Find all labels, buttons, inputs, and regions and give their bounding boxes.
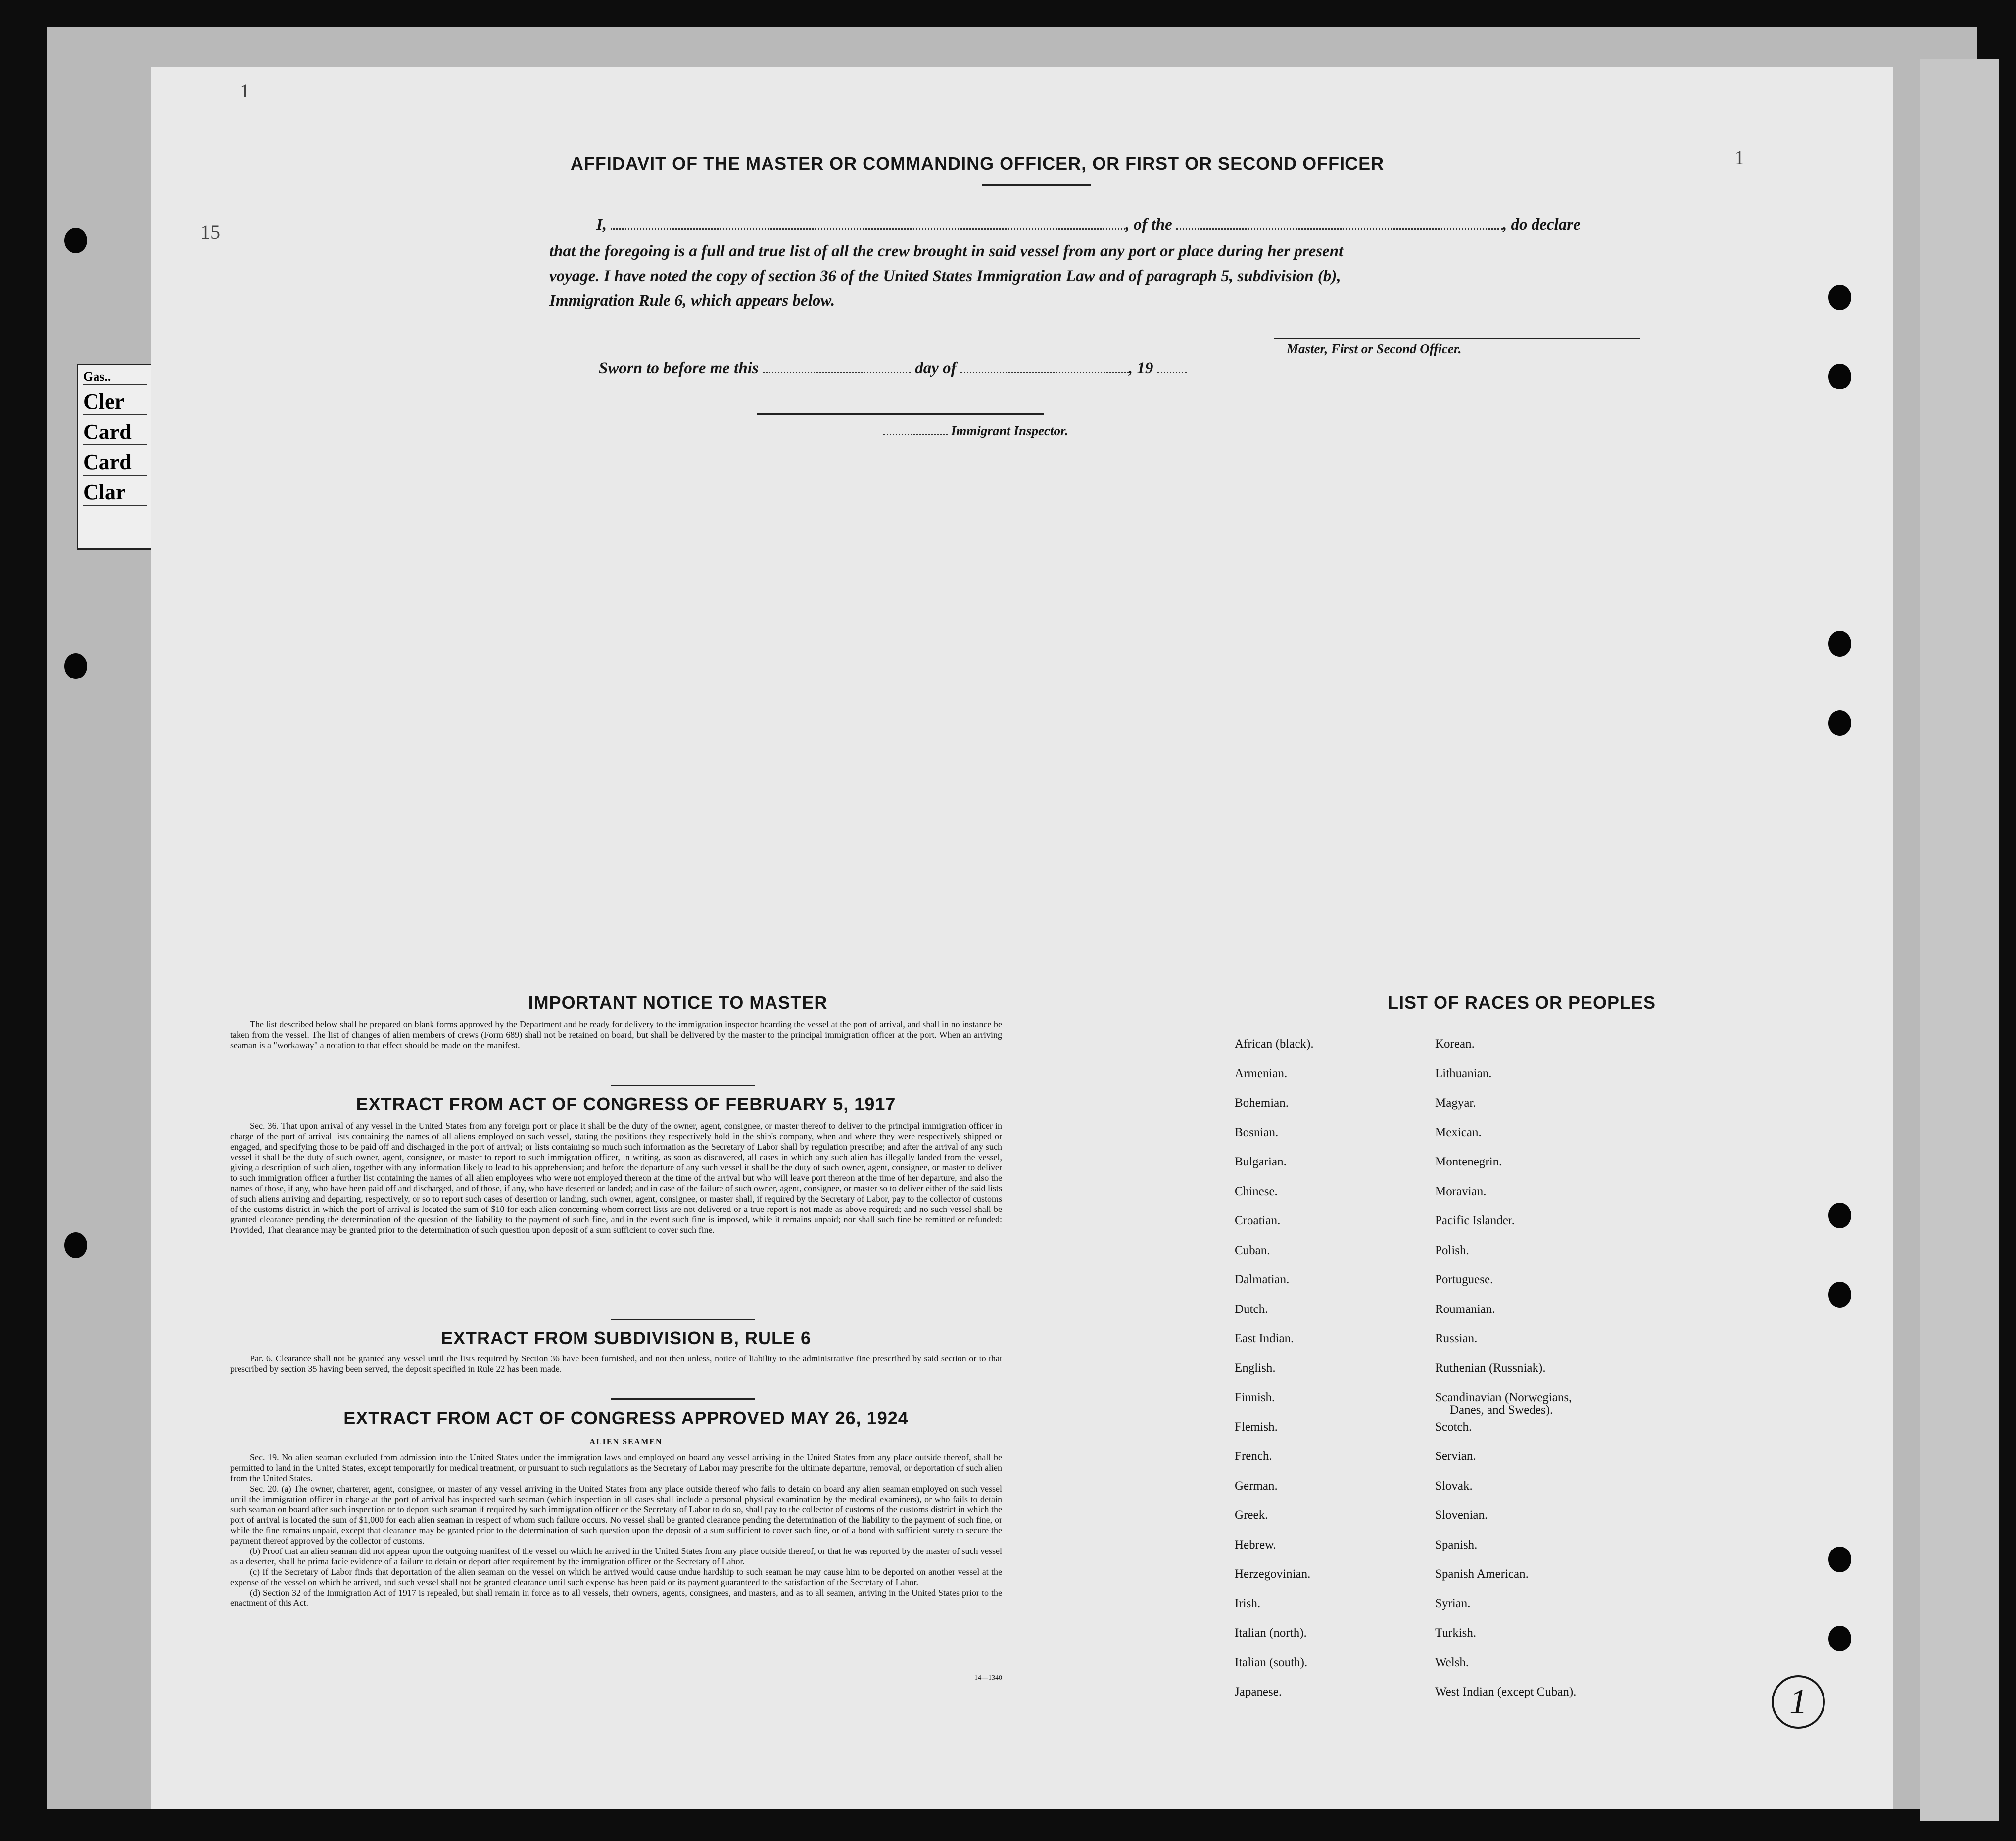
declaration-declare: , do declare <box>1503 216 1581 234</box>
declaration-text: that the foregoing is a full and true list of all the crew brought in said vessel from any port or place during her present <box>549 242 1344 260</box>
race-item: Welsh. <box>1435 1655 1469 1669</box>
act-1924-sec-20b: (b) Proof that an alien seaman did not appear upon the outgoing manifest of the vessel on which he arrived in the United States from any place outside thereof, or that he was reported by the master of such vessel as a deserter, shall be prima facie evidence of a failure to detain or deport after requirement by the immigration officer or the Secretary of Labor. <box>230 1546 1002 1566</box>
race-item: Finnish. <box>1235 1391 1275 1404</box>
punch-hole <box>1828 1626 1851 1651</box>
declaration-line <box>596 215 1660 234</box>
day-blank <box>763 359 911 373</box>
race-item: West Indian (except Cuban). <box>1435 1685 1577 1698</box>
form-number: 14—1340 <box>974 1674 1002 1682</box>
race-item: Syrian. <box>1435 1597 1471 1610</box>
race-item: Servian. <box>1435 1450 1476 1463</box>
race-item: Hebrew. <box>1235 1538 1276 1551</box>
race-item: Lithuanian. <box>1435 1066 1492 1080</box>
race-item: Cuban. <box>1235 1243 1270 1257</box>
punch-hole <box>1828 1547 1851 1572</box>
sworn-year: , 19 <box>1128 359 1153 377</box>
inspector-signature-caption <box>883 423 1068 438</box>
race-item: Portuguese. <box>1435 1273 1493 1286</box>
name-blank <box>611 215 1125 230</box>
month-blank <box>960 359 1129 373</box>
race-item: Pacific Islander. <box>1435 1214 1515 1227</box>
race-item: Bulgarian. <box>1235 1155 1287 1168</box>
master-signature-rule <box>1274 338 1640 339</box>
act-1917-text <box>230 1121 1002 1235</box>
declaration-i: I, <box>596 216 607 234</box>
race-item: Dutch. <box>1235 1302 1268 1316</box>
race-item: Dalmatian. <box>1235 1273 1290 1286</box>
underlying-page-edge <box>1920 59 1999 1821</box>
sworn-line <box>599 359 1391 378</box>
sworn-text: Sworn to before me this <box>599 359 759 377</box>
race-item: African (black). <box>1235 1037 1314 1051</box>
punch-hole <box>1828 364 1851 389</box>
master-signature-caption: Master, First or Second Officer. <box>1287 341 1462 356</box>
punch-hole <box>1828 631 1851 657</box>
punch-hole <box>64 228 87 253</box>
act-1924-sec-20d: (d) Section 32 of the Immigration Act of 1917 is repealed, but shall remain in force as to all vessels, their owners, agents, consignees, and masters, and as to all seamen, arriving in the United States prior to the enactment of this Act. <box>230 1588 1002 1608</box>
notice-paragraph: The list described below shall be prepared on blank forms approved by the Department and be ready for delivery to the immigration inspector boarding the vessel at the port of arrival, and shall in no instance be taken from the vessel. The list of changes of alien members of crews (Form 689) shall not be retained on board, but shall be delivered by the master to the principal immigration officer at the port. When an arriving seaman is a "workaway" a notation to that effect should be made on the manifest. <box>230 1019 1002 1050</box>
side-tab-label: Cler <box>83 389 147 415</box>
act-1917-paragraph: Sec. 36. That upon arrival of any vessel in the United States from any foreign port or place it shall be the duty of the owner, agent, consignee, or master thereof to deliver to the principal immigration officer in charge of the port of arrival lists containing the names of all aliens employed on such vessel, stating the positions they respectively hold in the ship's company, when and where they were respectively shipped or engaged, and specifying those to be paid off and discharged in the port of arrival; or lists containing so much such information as the Secretary of Labor shall by regulation prescribe; and after the arrival of any such vessel it shall be the duty of such owner, agent, consignee, or master to report to such immigration officer, in writing, as soon as discovered, all cases in which any such alien has illegally landed from the vessel, giving a description of such alien, together with any information likely to lead to his apprehension; and before the departure of any such vessel it shall be the duty of such owner, agent, consignee, or master to deliver to such immigration officer a further list containing the names of all alien employees who were not employed thereon at the time of the arrival but who will leave port thereon at the time of her departure, and also the names of those, if any, who have been paid off and discharged, and of those, if any, who have deserted or landed; and in case of the failure of such owner, agent, consignee, or master so to deliver either of the said lists of such aliens arriving and departing, respectively, or so to report such cases of desertion or landing, such owner, agent, consignee, or master shall, if required by the Secretary of Labor, pay to the collector of customs of the customs district in which the port of arrival is located the sum of $10 for each alien concerning whom correct lists are not delivered or a true report is not made as above required; and no such vessel shall be granted clearance pending the determination of the question of the liability to the payment of such fine, and in the event such fine is imposed, while it remains unpaid; nor shall such fine be remitted or refunded: Provided, That clearance may be granted prior to the determination of such question upon deposit of a sum sufficient to cover such fine. <box>230 1121 1002 1235</box>
race-item: Montenegrin. <box>1435 1155 1502 1168</box>
punch-hole <box>1828 285 1851 310</box>
race-item: Italian (north). <box>1235 1626 1307 1640</box>
punch-hole <box>1828 1203 1851 1228</box>
race-item: Chinese. <box>1235 1184 1278 1198</box>
race-item: East Indian. <box>1235 1332 1294 1345</box>
margin-number: 15 <box>200 221 220 243</box>
race-item: Bosnian. <box>1235 1125 1279 1139</box>
rule-6-paragraph: Par. 6. Clearance shall not be granted any vessel until the lists required by Section 36 have been furnished, and not then unless, notice of liability to the administrative fine prescribed by said section or to that prescribed by section 35 having been served, the deposit specified in Rule 22 has been made. <box>230 1354 1002 1374</box>
side-tab-cards <box>77 364 154 550</box>
race-item: Russian. <box>1435 1332 1478 1345</box>
act-1924-sec-20c: (c) If the Secretary of Labor finds that deportation of the alien seaman on the vessel on which he arrived would cause undue hardship to such seaman he may cause him to be deported on another vessel at the expense of the vessel on which he arrived, and such vessel shall not be granted clearance until such expense has been paid or its payment guaranteed to the satisfaction of the Secretary of Labor. <box>230 1567 1002 1587</box>
races-title: LIST OF RACES OR PEOPLES <box>1387 992 1656 1013</box>
race-item: Moravian. <box>1435 1184 1487 1198</box>
races-list <box>1235 1037 1828 1698</box>
punch-hole <box>64 653 87 679</box>
race-item: Spanish American. <box>1435 1567 1529 1581</box>
race-item: Korean. <box>1435 1037 1475 1051</box>
race-item: Flemish. <box>1235 1420 1278 1434</box>
rule-6-text <box>230 1354 1002 1374</box>
race-item: Japanese. <box>1235 1685 1282 1698</box>
notice-text <box>230 1019 1002 1051</box>
sworn-day-of: day of <box>915 359 957 377</box>
race-item: Greek. <box>1235 1508 1268 1522</box>
race-item: Italian (south). <box>1235 1655 1308 1669</box>
race-item: Spanish. <box>1435 1538 1478 1551</box>
declaration-text: voyage. I have noted the copy of section 36 of the United States Immigration Law and of paragraph 5, subdivision (b), <box>549 267 1341 285</box>
race-item: English. <box>1235 1361 1276 1375</box>
section-rule <box>611 1319 755 1320</box>
race-item: Armenian. <box>1235 1066 1288 1080</box>
circled-page-mark: 1 <box>1772 1675 1825 1729</box>
race-item: Ruthenian (Russniak). <box>1435 1361 1546 1375</box>
race-item: Slovenian. <box>1435 1508 1488 1522</box>
declaration-text: Immigration Rule 6, which appears below. <box>549 292 835 310</box>
race-item: Roumanian. <box>1435 1302 1495 1316</box>
race-item: German. <box>1235 1479 1278 1493</box>
vessel-blank <box>1176 215 1503 230</box>
rule-6-title: EXTRACT FROM SUBDIVISION B, RULE 6 <box>440 1328 812 1348</box>
margin-number: 1 <box>240 80 250 102</box>
race-item: Scandinavian (Norwegians, <box>1435 1391 1572 1404</box>
notice-title: IMPORTANT NOTICE TO MASTER <box>528 992 828 1013</box>
section-rule <box>611 1398 755 1400</box>
race-item: Turkish. <box>1435 1626 1477 1640</box>
side-tab-label: Card <box>83 419 147 445</box>
inspector-signature-rule <box>757 413 1044 415</box>
side-tab-label: Gas.. <box>83 369 147 385</box>
race-item: Irish. <box>1235 1597 1261 1610</box>
race-item: Magyar. <box>1435 1096 1476 1110</box>
affidavit-title: AFFIDAVIT OF THE MASTER OR COMMANDING OFFICER, OR FIRST OR SECOND OFFICER <box>570 153 1385 174</box>
race-item: Danes, and Swedes). <box>1450 1404 1553 1417</box>
side-tab-label: Clar <box>83 480 147 506</box>
act-1924-sec-20a: Sec. 20. (a) The owner, charterer, agent, consignee, or master of any vessel arriving in the United States from any place outside thereof who fails to detain on board any alien seaman employed on such vessel until the immigration officer in charge at the port of arrival has inspected such seaman (which inspection in all cases shall include a personal physical examination by the medical examiners), or who fails to detain such seaman on board after such inspection or to deport such seaman if required by such immigration officer or the Secretary of Labor to do so, shall pay to the collector of customs of the customs district in which the port of arrival is located the sum of $1,000 for each alien seaman in respect of whom such failure occurs. No vessel shall be granted clearance pending the determination of the liability to the payment of such fine, or while the fine remains unpaid, except that clearance may be granted prior to the determination of such question upon the deposit of a sum sufficient to cover such fine, or of a bond with sufficient surety to secure the payment thereof approved by the collector of customs. <box>230 1484 1002 1546</box>
inspector-blank <box>883 426 948 435</box>
act-1924-text <box>230 1453 1002 1608</box>
race-item: Croatian. <box>1235 1214 1281 1227</box>
punch-hole <box>1828 1282 1851 1308</box>
act-1924-sec-19: Sec. 19. No alien seaman excluded from admission into the United States under the immigration laws and employed on board any vessel arriving in the United States from any place outside thereof, shall be permitted to land in the United States, except temporarily for medical treatment, or pursuant to such regulations as the Secretary of Labor may prescribe for the ultimate departure, removal, or deportation of such alien from the United States. <box>230 1453 1002 1483</box>
affidavit-page <box>151 67 1893 1809</box>
race-item: Bohemian. <box>1235 1096 1289 1110</box>
act-1917-title: EXTRACT FROM ACT OF CONGRESS OF FEBRUARY 5, 1917 <box>356 1094 896 1114</box>
race-item: French. <box>1235 1450 1272 1463</box>
margin-number: 1 <box>1734 146 1744 169</box>
inspector-caption-text: Immigrant Inspector. <box>951 423 1068 438</box>
title-rule <box>982 184 1091 186</box>
race-item: Polish. <box>1435 1243 1469 1257</box>
race-item: Herzegovinian. <box>1235 1567 1311 1581</box>
punch-hole <box>64 1232 87 1258</box>
race-item: Mexican. <box>1435 1125 1482 1139</box>
section-rule <box>611 1085 755 1086</box>
act-1924-subtitle: ALIEN SEAMEN <box>589 1438 663 1446</box>
race-item: Slovak. <box>1435 1479 1473 1493</box>
declaration-of-the: , of the <box>1125 216 1172 234</box>
race-item: Scotch. <box>1435 1420 1472 1434</box>
act-1924-title: EXTRACT FROM ACT OF CONGRESS APPROVED MAY 26, 1924 <box>343 1408 909 1428</box>
year-blank <box>1157 359 1187 373</box>
side-tab-label: Card <box>83 449 147 476</box>
punch-hole <box>1828 710 1851 736</box>
